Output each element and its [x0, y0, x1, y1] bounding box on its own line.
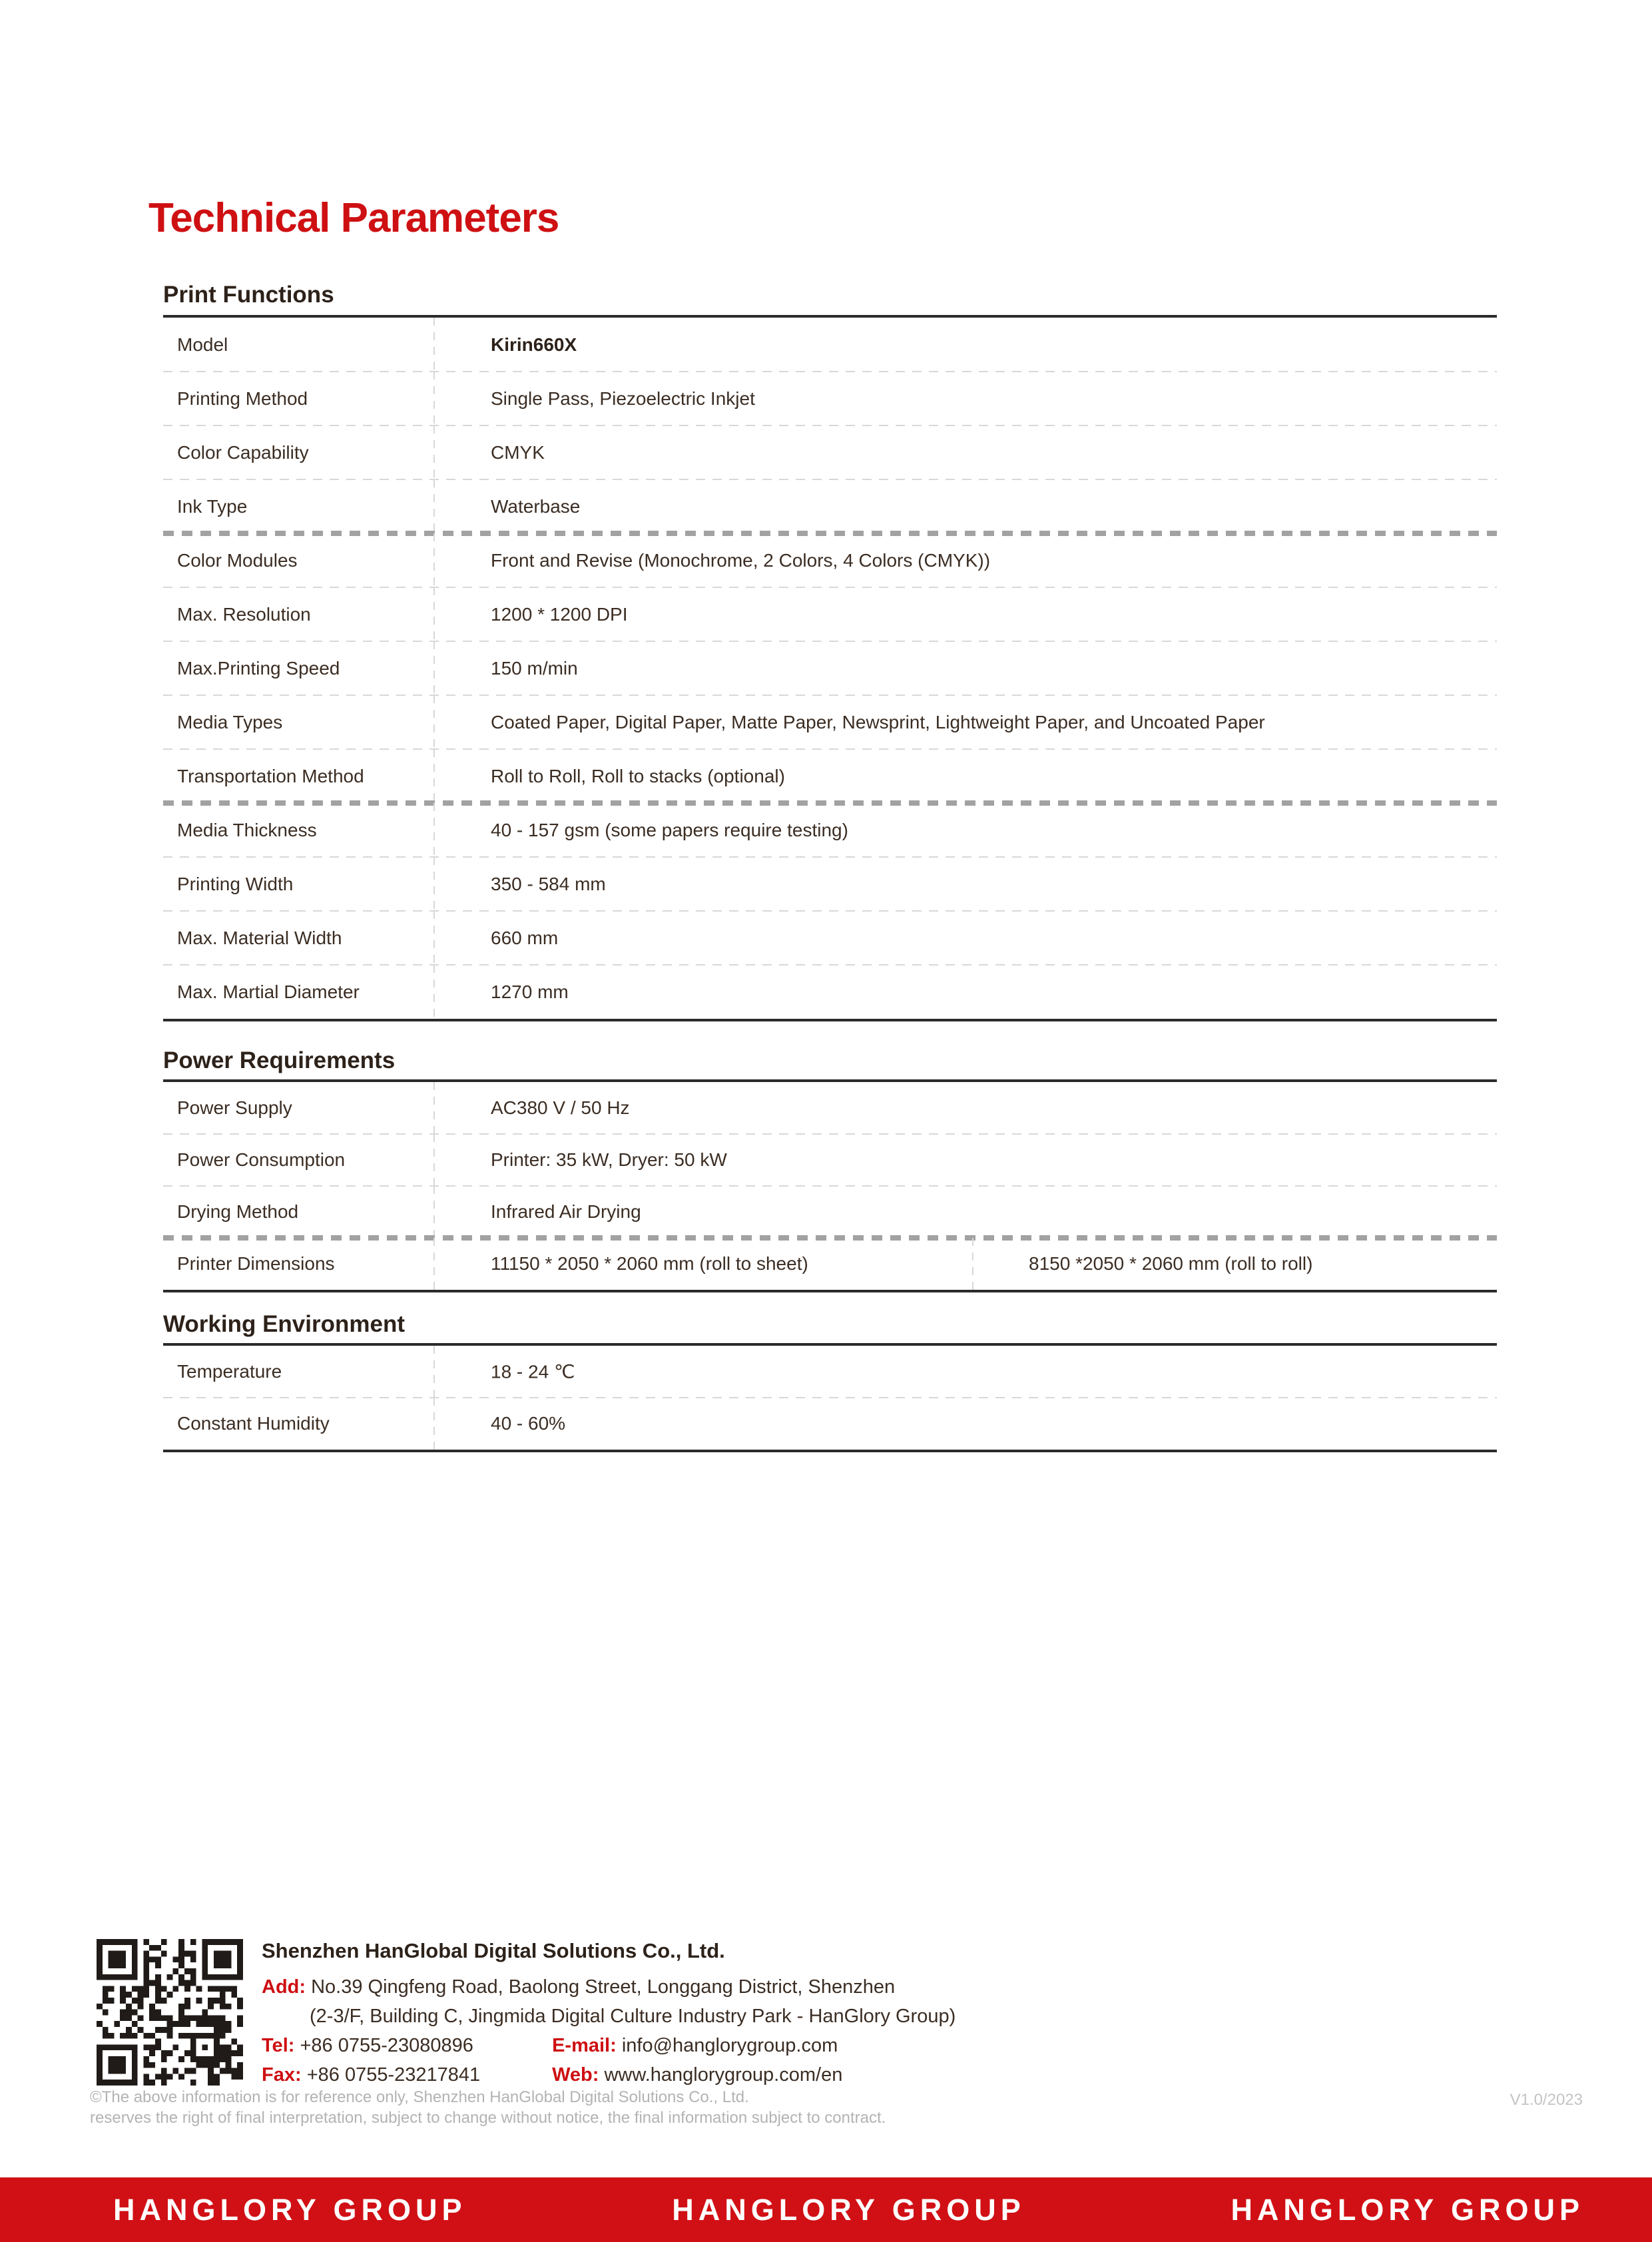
group-separator — [163, 531, 1497, 536]
spec-value: 40 - 157 gsm (some papers require testing) — [491, 819, 848, 840]
table-row — [163, 911, 1497, 965]
column-divider — [972, 1238, 973, 1290]
column-divider — [433, 1346, 435, 1398]
address-value: No.39 Qingfeng Road, Baolong Street, Longgang District, Shenzhen — [311, 1976, 896, 1998]
table-row — [163, 803, 1497, 857]
spec-value: 150 m/min — [491, 657, 578, 679]
spec-value: Single Pass, Piezoelectric Inkjet — [491, 388, 755, 409]
spec-value: 1270 mm — [491, 981, 569, 1002]
column-divider — [433, 587, 435, 641]
column-divider — [433, 1398, 435, 1450]
section-print-functions — [163, 282, 1497, 1021]
company-info — [262, 1939, 956, 2090]
spec-value: CMYK — [491, 441, 545, 463]
column-divider — [433, 965, 435, 1019]
hanglory-logo: HANGLORY GROUP — [1231, 2192, 1584, 2227]
fax-web-line — [262, 2060, 956, 2090]
spec-label: Max.Printing Speed — [177, 657, 340, 679]
spec-label: Model — [177, 334, 228, 355]
table-row — [163, 533, 1497, 587]
web-value: www.hanglorygroup.com/en — [604, 2064, 843, 2086]
spec-table — [163, 318, 1497, 1021]
spec-value: Infrared Air Drying — [491, 1201, 641, 1222]
spec-label: Transportation Method — [177, 765, 364, 786]
spec-value: 350 - 584 mm — [491, 873, 606, 894]
version-label: V1.0/2023 — [1510, 2091, 1583, 2109]
column-divider — [433, 1134, 435, 1186]
row-separator — [163, 856, 1497, 858]
tel-email-line — [262, 2031, 956, 2060]
disclaimer-line-2: reserves the right of final interpretation, subject to change without notice, the final information subject to contract. — [90, 2109, 886, 2127]
hanglory-logo: HANGLORY GROUP — [113, 2192, 467, 2227]
tel-pair — [262, 2031, 547, 2060]
table-row — [163, 965, 1497, 1019]
spec-label: Max. Material Width — [177, 927, 342, 948]
section-title — [163, 282, 1497, 318]
company-name: Shenzhen HanGlobal Digital Solutions Co., Ltd. — [262, 1939, 725, 1962]
address-line-2 — [262, 2002, 956, 2031]
row-separator — [163, 587, 1497, 588]
section-power-requirements — [163, 1021, 1497, 1292]
web-pair — [552, 2064, 842, 2086]
brand-bar — [0, 2177, 1652, 2242]
row-separator — [163, 695, 1497, 696]
table-row — [163, 1398, 1497, 1450]
page-title: Technical Parameters — [148, 195, 559, 241]
spec-label: Constant Humidity — [177, 1413, 330, 1434]
spec-label: Drying Method — [177, 1201, 299, 1222]
table-row — [163, 749, 1497, 803]
address-label: Add: — [262, 1976, 306, 1998]
row-separator — [163, 1185, 1497, 1187]
table-row — [163, 318, 1497, 372]
row-separator — [163, 1133, 1497, 1135]
table-row — [163, 1134, 1497, 1186]
spec-value: Kirin660X — [491, 334, 577, 355]
spec-label: Printing Method — [177, 388, 308, 409]
row-separator — [163, 371, 1497, 372]
tel-label: Tel: — [262, 2035, 295, 2056]
column-divider — [433, 1186, 435, 1238]
email-value: info@hanglorygroup.com — [621, 2035, 838, 2056]
table-row — [163, 1346, 1497, 1398]
spec-label: Ink Type — [177, 495, 248, 517]
column-divider — [433, 803, 435, 857]
spec-value: 1200 * 1200 DPI — [491, 603, 628, 625]
spec-label: Color Modules — [177, 549, 298, 571]
table-row — [163, 1186, 1497, 1238]
spec-value: Printer: 35 kW, Dryer: 50 kW — [491, 1149, 727, 1170]
column-divider — [433, 425, 435, 479]
column-divider — [433, 533, 435, 587]
spec-value: Waterbase — [491, 495, 581, 517]
address-value-2: (2-3/F, Building C, Jingmida Digital Culture Industry Park - HanGlory Group) — [310, 2006, 956, 2027]
spec-value: 40 - 60% — [491, 1413, 566, 1434]
spec-value: 11150 * 2050 * 2060 mm (roll to sheet) — [491, 1253, 808, 1274]
fax-pair — [262, 2060, 547, 2090]
table-row — [163, 425, 1497, 479]
contact-lines — [262, 1972, 956, 2090]
spec-label: Printer Dimensions — [177, 1253, 335, 1274]
row-separator — [163, 910, 1497, 912]
spec-label: Media Types — [177, 711, 283, 732]
column-divider — [433, 695, 435, 749]
table-row — [163, 1082, 1497, 1134]
column-divider — [433, 749, 435, 803]
spec-label: Power Supply — [177, 1097, 292, 1118]
spec-label: Media Thickness — [177, 819, 317, 840]
spec-value: 660 mm — [491, 927, 559, 948]
spec-label: Max. Resolution — [177, 603, 311, 625]
column-divider — [433, 1082, 435, 1134]
spec-table — [163, 1346, 1497, 1452]
spec-label: Power Consumption — [177, 1149, 346, 1170]
table-row — [163, 695, 1497, 749]
section-title — [163, 1021, 1497, 1082]
column-divider — [433, 857, 435, 911]
email-label: E-mail: — [552, 2035, 617, 2056]
section-title-text: Print Functions — [163, 282, 334, 308]
column-divider — [433, 479, 435, 533]
section-title — [163, 1287, 1497, 1346]
spec-value: 18 - 24 ℃ — [491, 1361, 575, 1382]
spec-value: Coated Paper, Digital Paper, Matte Paper, Newsprint, Lightweight Paper, and Uncoated Paper — [491, 711, 1265, 732]
section-working-environment — [163, 1287, 1497, 1452]
table-row — [163, 1238, 1497, 1290]
row-separator — [163, 479, 1497, 480]
table-row — [163, 641, 1497, 695]
tel-value: +86 0755-23080896 — [300, 2035, 473, 2056]
hanglory-logo: HANGLORY GROUP — [672, 2192, 1025, 2227]
row-separator — [163, 425, 1497, 426]
row-separator — [163, 641, 1497, 642]
row-separator — [163, 964, 1497, 966]
email-pair — [552, 2035, 838, 2056]
fax-label: Fax: — [262, 2064, 302, 2086]
address-line — [262, 1972, 956, 2002]
column-divider — [433, 372, 435, 425]
section-title-text: Power Requirements — [163, 1047, 396, 1073]
fax-value: +86 0755-23217841 — [306, 2064, 481, 2086]
table-row — [163, 479, 1497, 533]
disclaimer-line-1: ©The above information is for reference only, Shenzhen HanGlobal Digital Solutions Co., Ltd. — [90, 2088, 749, 2106]
table-row — [163, 372, 1497, 425]
column-divider — [433, 318, 435, 372]
spec-value: AC380 V / 50 Hz — [491, 1097, 630, 1118]
group-separator — [163, 800, 1497, 806]
spec-label: Color Capability — [177, 441, 309, 463]
column-divider — [433, 911, 435, 965]
table-row — [163, 587, 1497, 641]
group-separator — [163, 1235, 1497, 1241]
web-label: Web: — [552, 2064, 599, 2086]
spec-label: Max. Martial Diameter — [177, 981, 360, 1002]
column-divider — [433, 1238, 435, 1290]
spec-value: Front and Revise (Monochrome, 2 Colors, 4 Colors (CMYK)) — [491, 549, 991, 571]
section-title-text: Working Environment — [163, 1311, 405, 1337]
spec-value-2: 8150 *2050 * 2060 mm (roll to roll) — [1029, 1253, 1313, 1274]
row-separator — [163, 1397, 1497, 1398]
disclaimer — [90, 2087, 886, 2128]
spec-label: Temperature — [177, 1361, 282, 1382]
table-row — [163, 857, 1497, 911]
column-divider — [433, 641, 435, 695]
spec-table — [163, 1082, 1497, 1292]
row-separator — [163, 748, 1497, 750]
spec-value: Roll to Roll, Roll to stacks (optional) — [491, 765, 785, 786]
spec-label: Printing Width — [177, 873, 294, 894]
qr-code — [97, 1939, 243, 2086]
